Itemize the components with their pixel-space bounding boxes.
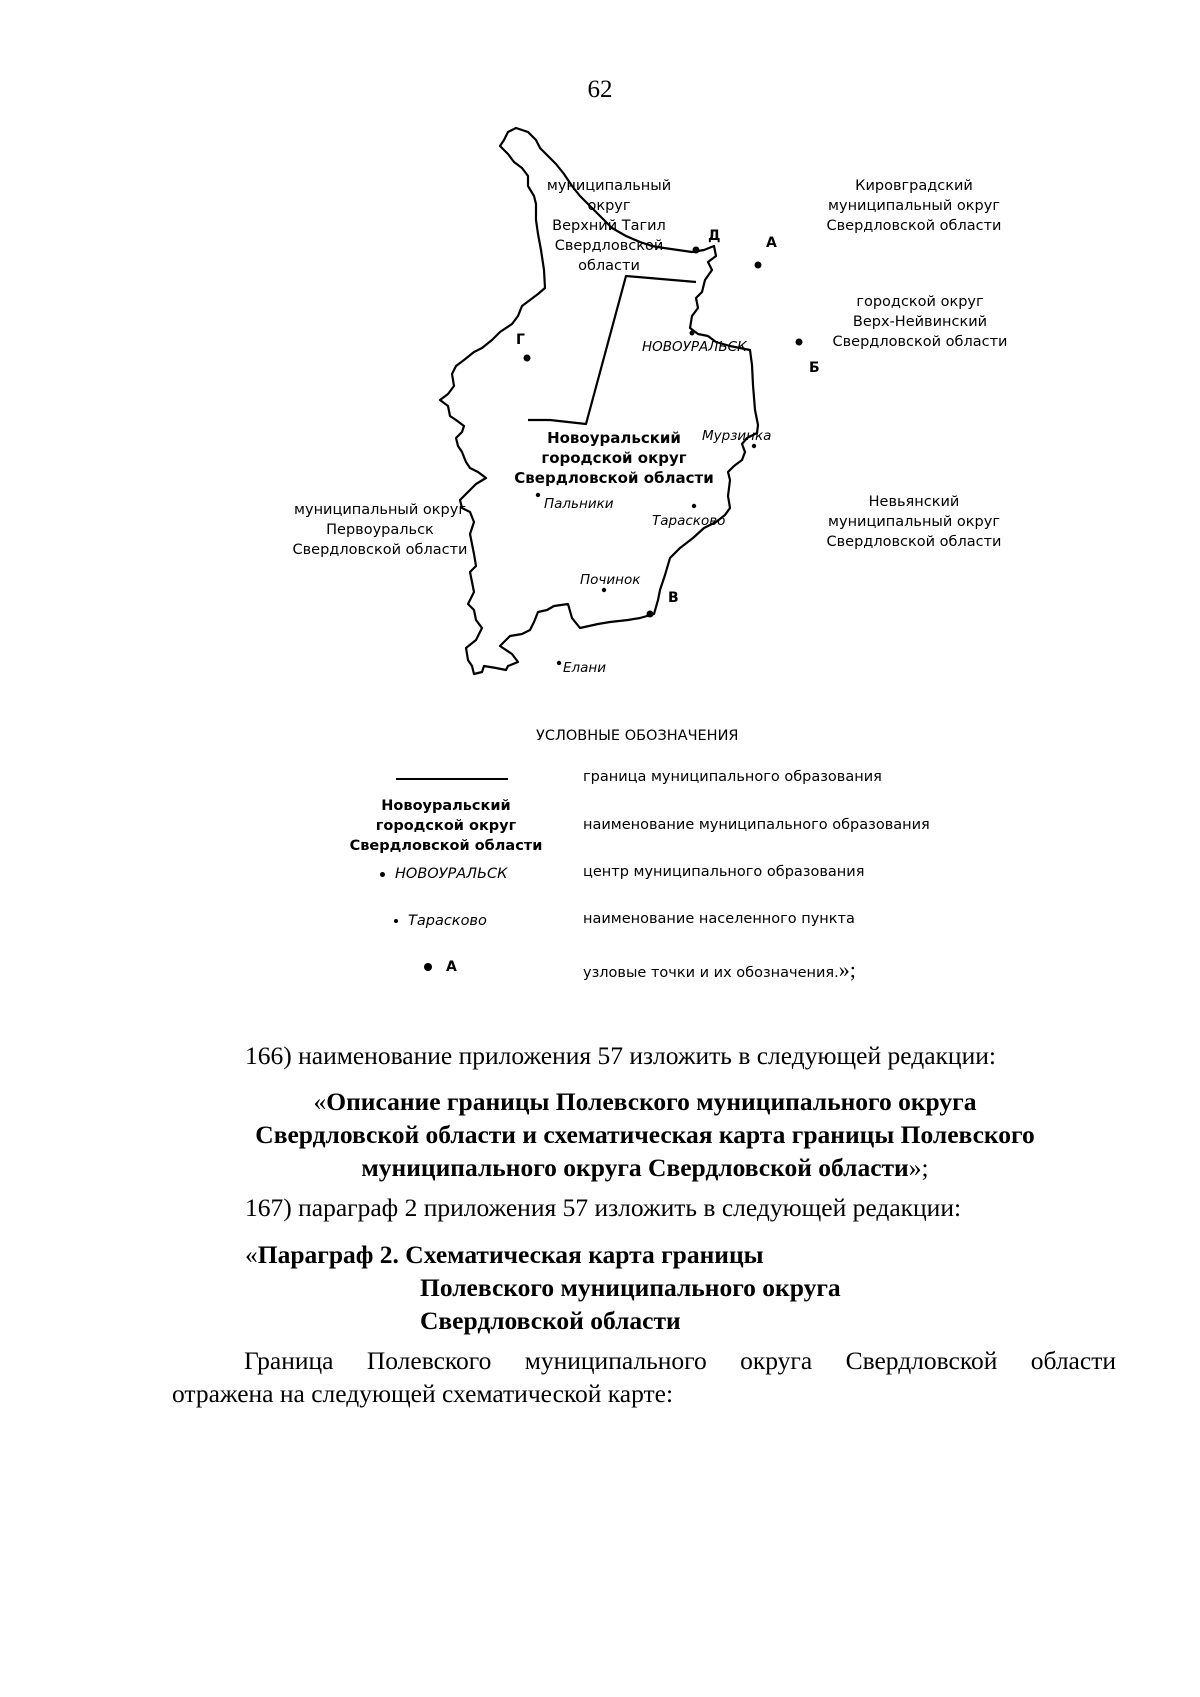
point-label-d: Д [708,228,721,244]
appendix-57-heading: «Описание границы Полевского муниципального округа Свердловской области и схематическая карта границы Полевского муниципального округа Свердловской области»; [255,1087,1035,1182]
neighbor-northeast-label: Кировградский муниципальный округ Свердловской области [826,178,1002,234]
settlement-dot-palniki [536,493,540,497]
legend-desc-settlement: наименование населенного пункта [583,911,855,927]
legend-municipality-symbol: Новоуральский городской округ Свердловской области [349,798,543,854]
body-text-line-2: отражена на следующей схематической карте: [172,1379,674,1408]
settlement-dot-taraskovo [692,504,696,508]
settlement-label-palniki: Пальники [544,496,614,512]
neighbor-east-upper-label: городской округ Верх-Нейвинский Свердловской области [832,294,1008,350]
body-text-line-1: Граница Полевского муниципального округа Свердловской области [244,1346,1116,1375]
settlement-dot-murzinka [752,444,756,448]
settlement-label-taraskovo: Тарасково [652,513,726,529]
legend-node-dot [424,963,432,971]
node-point-a [755,262,762,269]
item-166-text: 166) наименование приложения 57 изложить в следующей редакции: [245,1041,996,1070]
node-point-d [693,247,700,254]
legend-desc-boundary: граница муниципального образования [583,769,882,785]
legend-center-symbol: НОВОУРАЛЬСК [380,866,507,882]
settlement-dot-elani [557,661,561,665]
paragraph-2-heading: «Параграф 2. Схематическая карта границы Полевского муниципального округа Свердловской области [245,1240,841,1335]
legend-desc-municipality-name: наименование муниципального образования [583,817,930,833]
legend-settlement-symbol: Тарасково [394,913,487,929]
point-label-v: В [668,590,679,606]
legend-settlement-dot [394,919,398,923]
municipality-name-label: Новоуральский городской округ Свердловской области [514,429,714,487]
point-label-b: Б [809,360,820,376]
legend-desc-node: узловые точки и их обозначения.»; [583,957,856,982]
neighbor-east-lower-label: Невьянский муниципальный округ Свердловской области [826,494,1002,550]
point-label-g: Г [516,332,525,348]
legend-desc-center: центр муниципального образования [583,864,865,880]
settlement-label-murzinka: Мурзинка [702,428,772,444]
settlement-label-elani: Елани [563,660,607,676]
legend-title: УСЛОВНЫЕ ОБОЗНАЧЕНИЯ [536,728,739,744]
legend-closing-quote: »; [838,957,856,982]
page-number: 62 [587,76,613,103]
settlement-dot-pochinok [602,588,606,592]
node-point-v [647,611,654,618]
item-167-text: 167) параграф 2 приложения 57 изложить в следующей редакции: [245,1193,962,1222]
center-label: НОВОУРАЛЬСК [642,339,747,355]
legend-line-symbol [396,778,508,780]
center-dot [690,331,695,336]
point-label-a: А [766,235,777,251]
legend-node-symbol: А [424,959,457,975]
settlement-label-pochinok: Починок [580,572,641,588]
node-point-g [524,355,531,362]
node-point-b [796,339,803,346]
legend-center-dot [380,872,385,877]
neighbor-north-label: муниципальный округ Верхний Тагил Свердловской области [546,178,672,274]
neighbor-west-label: муниципальный округ Первоуральск Свердловской области [292,502,468,558]
